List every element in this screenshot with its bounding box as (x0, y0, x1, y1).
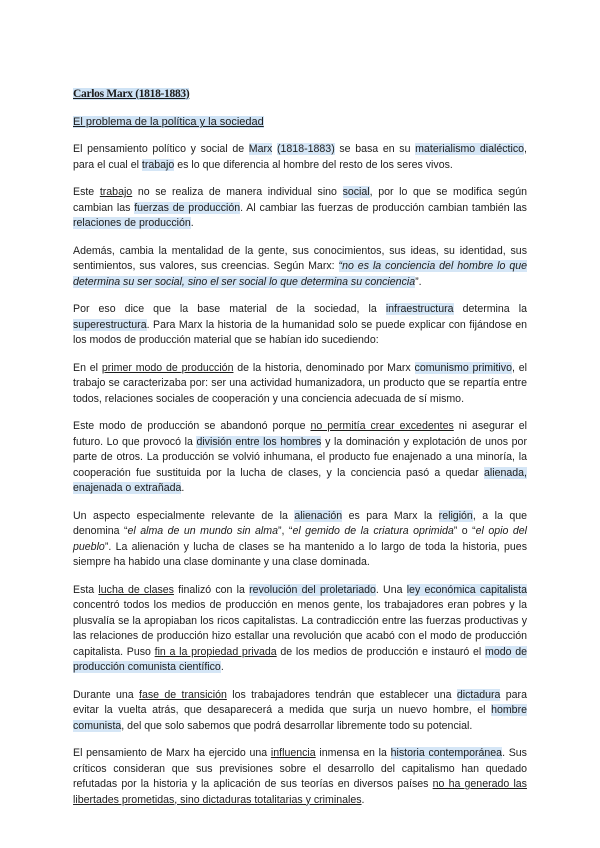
highlighted-text: lucha de clases (98, 583, 174, 596)
highlighted-text: el opio del pueblo (73, 525, 527, 553)
text-run: ”, “ (278, 525, 293, 537)
text-run: , el trabajo se caracterizaba por: ser una actividad humanizadora, un producto que se repartía entre todos, relaciones sociales de cooperación y una conciencia adecuada de sí mismo. (73, 361, 527, 405)
paragraph (73, 688, 527, 735)
highlighted-text: trabajo (99, 186, 133, 198)
highlighted-text: social (342, 186, 370, 198)
highlighted-text: (1818-1883) (277, 143, 335, 155)
text-run: no se realiza de manera individual sino (132, 186, 343, 198)
text-run: El pensamiento de Marx ha ejercido una (73, 747, 271, 759)
highlighted-text: el alma de un mundo sin alma (127, 525, 278, 537)
section-subtitle: El problema de la política y la sociedad (73, 116, 264, 128)
text-run: . Para Marx la historia de la humanidad solo se puede explicar con fijándose en los modos de producción material que se habían ido sucediendo: (73, 318, 527, 346)
text-run: finalizó con la (173, 583, 250, 596)
paragraph (73, 419, 527, 497)
paragraph (73, 509, 527, 571)
text-run: es lo que diferencia al hombre del resto de los seres vivos. (174, 158, 453, 171)
highlighted-text: comunismo primitivo (414, 361, 512, 374)
highlighted-text: ley económica capitalista (406, 583, 527, 596)
text-run: . Una (375, 583, 407, 596)
text-run: ”. La alienación y lucha de clases se ha mantenido a lo largo de toda la historia, pues siempre ha habido una clase dominante y una clase dominada. (73, 540, 527, 568)
paragraph (73, 361, 527, 408)
highlighted-text: relaciones de producción (73, 217, 191, 229)
highlighted-text: fuerzas de producción (134, 201, 241, 214)
text-run: ” o “ (453, 525, 476, 537)
text-run: Este (73, 186, 100, 198)
highlighted-text: materialismo dialéctico (415, 143, 525, 155)
text-run: inmensa en la (315, 747, 391, 759)
text-run: ni asegurar el futuro. Lo que provocó la (73, 420, 527, 448)
highlighted-text: fin a la propiedad privada (154, 645, 277, 658)
highlighted-text: división entre los hombres (196, 435, 322, 448)
text-run: concentró todos los medios de producción en menos gente, los trabajadores eran pobres y la plusvalía se la apropiaban los ricos capitalistas. La contradicción entre las fuerzas productivas y las relaciones de producción hizo estallar una revolución que acabó con el modo de producción capitalista. Puso (73, 599, 527, 658)
text-run: Un aspecto especialmente relevante de la (73, 509, 295, 522)
text-run: , a la que denomina “ (73, 509, 527, 537)
text-run: En el (73, 361, 102, 374)
text-run: es para Marx la (342, 509, 439, 522)
text-run: los trabajadores tendrán que establecer una (226, 688, 457, 701)
paragraph (73, 302, 527, 349)
text-run: , del que solo sabemos que podrá desarrollar libremente todo su potencial. (121, 719, 473, 732)
text-run: , por lo que se modifica según cambian las (73, 186, 527, 214)
text-run: se basa en su (334, 143, 416, 155)
text-run: . (220, 661, 224, 673)
highlighted-text: historia contemporánea (390, 747, 503, 759)
text-run: Durante una (73, 688, 140, 701)
paragraph (73, 244, 527, 291)
text-run: . (181, 482, 185, 494)
text-run: ”. (415, 275, 422, 288)
document-body (73, 142, 527, 808)
highlighted-text: modo de producción comunista científico (73, 645, 527, 673)
highlighted-text: Marx (248, 143, 273, 155)
highlighted-text: alienación (294, 509, 343, 522)
highlighted-text: influencia (270, 747, 316, 759)
text-run: y la dominación y explotación de unos por parte de otros. La producción se volvió inhumana, el producto fue enajenado a una minoría, la cooperación fue sustituida por la lucha de clases, y la conciencia pasó a quedar (73, 435, 527, 479)
highlighted-text: dictadura (456, 688, 501, 701)
highlighted-text: no ha generado las libertades prometidas, sino dictaduras totalitarias y criminales (73, 778, 527, 806)
text-run: determina la (453, 303, 527, 315)
text-run: . Sus críticos consideran que sus previsiones sobre el desarrollo del capitalismo han quedado refutadas por la historia y la aplicación de sus teorías en diversos países (73, 747, 527, 790)
text-run: . (190, 217, 194, 229)
highlighted-text: primer modo de producción (101, 361, 234, 374)
text-run: Además, cambia la mentalidad de la gente, sus conocimientos, sus ideas, su identidad, sus sentimientos, sus valores, sus creencias. Según Marx: (73, 244, 527, 272)
text-run: , para el cual el (73, 143, 527, 171)
text-run: . Al cambiar las fuerzas de producción cambian también las (240, 201, 527, 214)
text-run: de los medios de producción e instauró el (276, 645, 485, 658)
highlighted-text: religión (438, 509, 473, 522)
highlighted-text: el gemido de la criatura oprimida (292, 525, 454, 537)
paragraph (73, 142, 527, 173)
document-page (73, 84, 527, 820)
highlighted-text: no permitía crear excedentes (310, 420, 454, 432)
highlighted-text: “no es la conciencia del hombre lo que determina su ser social, sino el ser social lo que determina su conciencia (73, 260, 527, 288)
highlighted-text: fase de transición (139, 688, 227, 701)
text-run: para evitar la vuelta atrás, que desaparecerá a medida que surja un nuevo hombre, el (73, 688, 527, 716)
highlighted-text: alienada, enajenada o extrañada (73, 466, 527, 494)
highlighted-text: revolución del proletariado (249, 583, 376, 596)
document-title: Carlos Marx (1818-1883) (73, 88, 190, 100)
paragraph (73, 185, 527, 232)
text-run: Este modo de producción se abandonó porque (73, 420, 311, 432)
highlighted-text: trabajo (141, 158, 175, 171)
paragraph (73, 746, 527, 808)
highlighted-text: hombre comunista (73, 704, 527, 732)
highlighted-text: superestructura (73, 318, 147, 331)
highlighted-text: infraestructura (385, 303, 454, 315)
text-run: . (361, 793, 365, 806)
text-run: Esta (73, 583, 99, 596)
paragraph (73, 583, 527, 676)
text-run: El pensamiento político y social de (73, 143, 249, 155)
text-run: de la historia, denominado por Marx (233, 361, 415, 374)
text-run: Por eso dice que la base material de la sociedad, la (73, 303, 386, 315)
